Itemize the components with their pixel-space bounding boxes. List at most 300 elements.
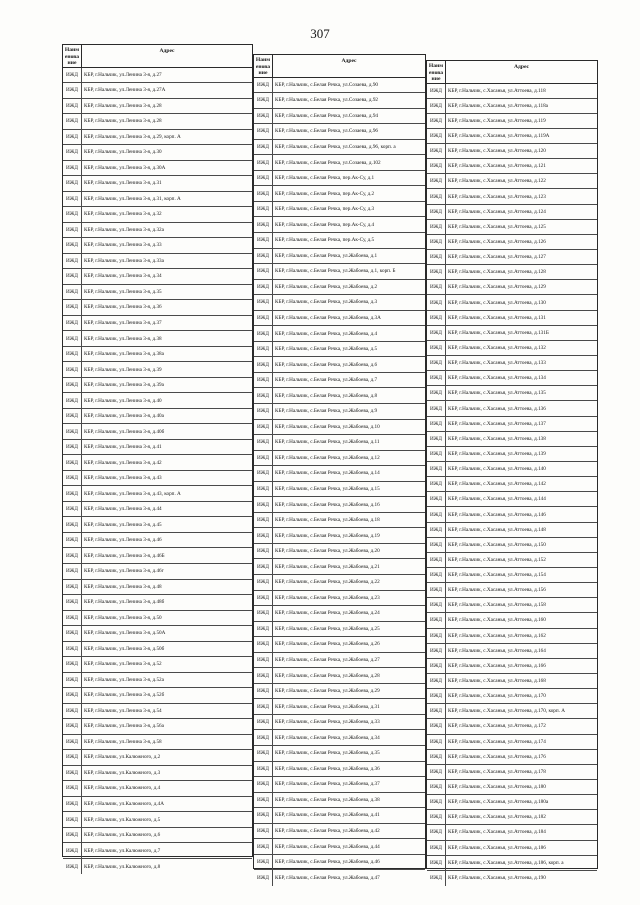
row-address: КБР, г.Нальчик, с.Хасанья, ул.Аттоева, д.160 [448,617,546,624]
table-row [254,839,425,855]
row-address: КБР, г.Нальчик, ул.Ленина 3-я, д.48б [84,599,165,606]
table-row [63,285,252,301]
row-type: ИЖД [427,311,446,325]
table-row [254,466,425,482]
row-type: ИЖД [63,347,82,362]
row-type: ИЖД [254,684,273,699]
row-address: КБР, г.Нальчик, с.Белая Речка, ул.Жабоева, д.18 [275,517,380,524]
table-row [63,331,252,347]
row-address: КБР, г.Нальчик, с.Хасанья, ул.Аттоева, д.172 [448,723,546,730]
row-type: ИЖД [254,435,273,450]
row-type: ИЖД [427,189,446,203]
table-row [254,93,425,109]
table-row [63,642,252,658]
row-address: КБР, г.Нальчик, ул.Ленина 3-я, д.50А [84,630,166,637]
table-row [427,280,597,295]
table-row [427,780,597,795]
row-type: ИЖД [254,653,273,668]
row-address: КБР, г.Нальчик, ул.Ленина 3-я, д.54 [84,707,162,714]
row-type: ИЖД [427,568,446,582]
row-address: КБР, г.Нальчик, с.Хасанья, ул.Аттоева, д.142 [448,481,546,488]
table-row [254,451,425,467]
row-address: КБР, г.Нальчик, с.Белая Речка, ул.Жабоева, д.7 [275,377,378,384]
table-row [254,684,425,700]
table-row [63,859,252,875]
row-address: КБР, г.Нальчик, с.Хасанья, ул.Аттоева, д.126 [448,238,546,245]
table-row [254,280,425,296]
table-row [254,855,425,871]
row-address: КБР, г.Нальчик, ул.Ленина 3-я, д.46Б [84,552,165,559]
table-row [63,719,252,735]
row-type: ИЖД [63,285,82,300]
row-address: КБР, г.Нальчик, с.Хасанья, ул.Аттоева, д.125 [448,223,546,230]
row-address: КБР, г.Нальчик, ул.Ленина 3-я, д.39 [84,366,162,373]
row-type: ИЖД [254,870,273,886]
table-row [427,295,597,310]
row-address: КБР, г.Нальчик, с.Хасанья, ул.Аттоева, д.121 [448,163,546,170]
table-row [427,765,597,780]
table-row [63,378,252,394]
row-type: ИЖД [254,762,273,777]
table-row [254,404,425,420]
row-address: КБР, г.Нальчик, с.Белая Речка, ул.Жабоева, д.46 [275,859,380,866]
row-address: КБР, г.Нальчик, с.Хасанья, ул.Аттоева, д.123 [448,193,546,200]
row-type: ИЖД [254,233,273,248]
table-row [427,417,597,432]
row-address: КБР, г.Нальчик, с.Хасанья, ул.Аттоева, д.158 [448,602,546,609]
row-address: КБР, г.Нальчик, ул.Ленина 3-я, д.33 [84,242,162,249]
table-row [427,129,597,144]
row-address: КБР, г.Нальчик, ул.Ленина 3-я, д.28 [84,118,162,125]
table-row [63,843,252,859]
table-body [427,84,597,886]
row-type: ИЖД [63,316,82,331]
row-type: ИЖД [63,161,82,176]
row-type: ИЖД [254,839,273,854]
table-row [427,84,597,99]
table-row [254,264,425,280]
table-row [427,235,597,250]
row-address: КБР, г.Нальчик, ул.Ленина 3-я, д.35 [84,288,162,295]
row-type: ИЖД [254,466,273,481]
row-type: ИЖД [427,205,446,219]
row-address: КБР, г.Нальчик, с.Белая Речка, ул.Жабоева, д.3 [275,299,378,306]
table-row [427,795,597,810]
row-type: ИЖД [427,825,446,839]
row-type: ИЖД [427,144,446,158]
row-type: ИЖД [427,114,446,128]
row-type: ИЖД [63,254,82,269]
row-address: КБР, г.Нальчик, с.Хасанья, ул.Аттоева, д.180 [448,784,546,791]
table-row [254,124,425,140]
row-type: ИЖД [427,538,446,552]
row-address: КБР, г.Нальчик, с.Хасанья, ул.Аттоева, д.136 [448,405,546,412]
row-type: ИЖД [254,513,273,528]
table-row [427,250,597,265]
row-type: ИЖД [427,629,446,643]
table-row [63,176,252,192]
row-type: ИЖД [254,171,273,186]
row-type: ИЖД [427,280,446,294]
row-address: КБР, г.Нальчик, с.Белая Речка, ул.Жабоева, д.5 [275,346,378,353]
row-address: КБР, г.Нальчик, ул.Ленина 3-я, д.27А [84,87,166,94]
table-row [63,611,252,627]
row-type: ИЖД [63,300,82,315]
row-address: КБР, г.Нальчик, с.Белая Речка, ул.Жабоева, д.19 [275,532,380,539]
row-type: ИЖД [254,326,273,341]
table-row [63,486,252,502]
row-type: ИЖД [63,719,82,734]
table-row [427,159,597,174]
table-row [427,99,597,114]
table-row [427,629,597,644]
row-type: ИЖД [427,295,446,309]
table-row [63,471,252,487]
row-address: КБР, г.Нальчик, ул.Ленина 3-я, д.34 [84,273,162,280]
row-address: КБР, г.Нальчик, с.Белая Речка, ул.Жабоева, д.22 [275,579,380,586]
row-type: ИЖД [427,750,446,764]
row-address: КБР, г.Нальчик, с.Хасанья, ул.Аттоева, д.166 [448,662,546,669]
row-type: ИЖД [427,477,446,491]
row-type: ИЖД [63,471,82,486]
row-type: ИЖД [63,223,82,238]
row-address: КБР, г.Нальчик, с.Белая Речка, ул.Жабоева, д.23 [275,594,380,601]
row-type: ИЖД [427,220,446,234]
table-body [63,68,252,875]
row-address: КБР, г.Нальчик, с.Белая Речка, ул.Жабоева, д.11 [275,439,380,446]
row-type: ИЖД [63,378,82,393]
row-address: КБР, г.Нальчик, ул.Ленина 3-я, д.46 [84,537,162,544]
table-row [427,371,597,386]
row-address: КБР, г.Нальчик, ул.Ленина 3-я, д.43, корп. А [84,490,181,497]
row-address: КБР, г.Нальчик, с.Хасанья, ул.Аттоева, д.134 [448,375,546,382]
row-type: ИЖД [254,311,273,326]
row-type: ИЖД [254,606,273,621]
row-address: КБР, г.Нальчик, ул.Ленина 3-я, д.56а [84,723,164,730]
row-address: КБР, г.Нальчик, с.Белая Речка, ул.Жабоева, д.34 [275,734,380,741]
table-row [254,109,425,125]
row-address: КБР, г.Нальчик, с.Хасанья, ул.Аттоева, д.164 [448,647,546,654]
row-address: КБР, г.Нальчик, с.Белая Речка, пер.Ак-Су, д.3 [275,206,375,213]
row-address: КБР, г.Нальчик, с.Белая Речка, ул.Жабоева, д.33 [275,719,380,726]
row-address: КБР, г.Нальчик, с.Белая Речка, ул.Жабоева, д.37 [275,781,380,788]
row-address: КБР, г.Нальчик, ул.Ленина 3-я, д.37 [84,320,162,326]
table-header [254,55,425,78]
row-address: КБР, г.Нальчик, с.Белая Речка, ул.Жабоева, д.35 [275,750,380,757]
table-row [254,342,425,358]
table-row [427,689,597,704]
row-address: КБР, г.Нальчик, с.Белая Речка, ул.Жабоева, д.24 [275,610,380,617]
table-row [254,668,425,684]
table-row [254,637,425,653]
row-address: КБР, г.Нальчик, ул.Ленина 3-я, д.43 [84,475,162,482]
table-row [254,528,425,544]
row-type: ИЖД [254,855,273,870]
table-row [254,544,425,560]
row-type: ИЖД [254,249,273,264]
table-row [254,357,425,373]
row-address: КБР, г.Нальчик, с.Хасанья, ул.Аттоева, д.152 [448,556,546,563]
table-row [254,513,425,529]
table-row [254,435,425,451]
row-address: КБР, г.Нальчик, с.Хасанья, ул.Аттоева, д.139 [448,450,546,457]
row-address: КБР, г.Нальчик, с.Белая Речка, ул.Жабоева, д.27 [275,657,380,663]
table-row [254,249,425,265]
row-type: ИЖД [63,564,82,579]
row-address: КБР, г.Нальчик, ул.Ленина 3-я, д.44 [84,506,162,513]
table-row [427,856,597,871]
row-address: КБР, г.Нальчик, с.Белая Речка, ул.Жабоева, д.44 [275,843,380,850]
row-type: ИЖД [254,404,273,419]
table-row [254,420,425,436]
table-row [254,373,425,389]
table-row [254,388,425,404]
table-row [427,401,597,416]
row-address: КБР, г.Нальчик, ул.Калюжного, д.7 [84,847,161,854]
row-address: КБР, г.Нальчик, с.Хасанья, ул.Аттоева, д.186 [448,844,546,851]
table-row [63,223,252,239]
row-address: КБР, г.Нальчик, с.Хасанья, ул.Аттоева, д.130 [448,299,546,306]
row-type: ИЖД [254,777,273,792]
table-row [427,492,597,507]
row-type: ИЖД [63,611,82,626]
row-type: ИЖД [63,595,82,610]
row-type: ИЖД [427,129,446,143]
row-address: КБР, г.Нальчик, ул.Ленина 3-я, д.30А [84,164,166,171]
row-address: КБР, г.Нальчик, с.Хасанья, ул.Аттоева, д.129 [448,284,546,291]
row-address: КБР, г.Нальчик, с.Белая Речка, ул.Жабоева, д.38 [275,796,380,803]
row-type: ИЖД [427,795,446,809]
row-type: ИЖД [427,159,446,173]
table-row [63,502,252,518]
table-row [63,735,252,751]
row-address: КБР, г.Нальчик, с.Белая Речка, ул.Жабоева, д.42 [275,828,380,835]
row-address: КБР, г.Нальчик, с.Белая Речка, ул.Жабоева, д.47 [275,875,380,882]
table-row [427,507,597,522]
row-type: ИЖД [254,699,273,714]
row-address: КБР, г.Нальчик, ул.Ленина 3-я, д.52а [84,676,164,683]
table-row [427,735,597,750]
row-type: ИЖД [427,598,446,612]
row-type: ИЖД [427,174,446,188]
row-type: ИЖД [254,544,273,559]
table-row [254,482,425,498]
header-address: Адрес [341,58,357,64]
table-row [427,144,597,159]
table-row [427,447,597,462]
row-type: ИЖД [427,356,446,370]
row-address: КБР, г.Нальчик, с.Хасанья, ул.Аттоева, д.118 [448,87,546,94]
table-row [427,825,597,840]
row-address: КБР, г.Нальчик, с.Хасанья, ул.Аттоева, д.133 [448,360,546,367]
row-type: ИЖД [427,386,446,400]
table-row [254,311,425,327]
row-type: ИЖД [63,114,82,129]
table-row [427,568,597,583]
table-header [427,61,597,84]
row-address: КБР, г.Нальчик, с.Белая Речка, ул.Жабоева, д.26 [275,641,380,648]
row-type: ИЖД [63,828,82,843]
row-type: ИЖД [254,591,273,606]
table-row [427,189,597,204]
table-row [254,202,425,218]
row-type: ИЖД [63,781,82,796]
header-address: Адрес [513,64,529,70]
row-address: КБР, г.Нальчик, с.Хасанья, ул.Аттоева, д.119 [448,117,546,124]
row-address: КБР, г.Нальчик, с.Белая Речка, ул.Жабоева, д.10 [275,423,380,430]
row-address: КБР, г.Нальчик, ул.Ленина 3-я, д.40б [84,428,165,435]
row-address: КБР, г.Нальчик, с.Белая Речка, ул.Жабоева, д.31 [275,703,380,710]
table-row [63,564,252,580]
row-type: ИЖД [254,109,273,124]
address-table-column-2 [253,54,426,882]
row-address: КБР, г.Нальчик, ул.Ленина 3-я, д.39а [84,382,164,389]
table-row [63,750,252,766]
table-row [427,553,597,568]
table-row [254,606,425,622]
row-address: КБР, г.Нальчик, с.Хасанья, ул.Аттоева, д.170, корп. А [448,708,566,715]
row-address: КБР, г.Нальчик, с.Хасанья, ул.Аттоева, д.186, корп. а [448,859,564,866]
table-row [63,269,252,285]
row-type: ИЖД [63,843,82,858]
table-row [427,810,597,825]
table-row [427,871,597,886]
table-row [254,140,425,156]
row-type: ИЖД [427,417,446,431]
row-type: ИЖД [254,357,273,372]
row-address: КБР, г.Нальчик, с.Хасанья, ул.Аттоева, д.180а [448,799,549,806]
row-address: КБР, г.Нальчик, с.Хасанья, ул.Аттоева, д.146 [448,511,546,518]
table-row [254,591,425,607]
row-type: ИЖД [427,659,446,673]
row-type: ИЖД [427,689,446,703]
row-type: ИЖД [63,750,82,765]
row-address: КБР, г.Нальчик, с.Белая Речка, пер.Ак-Су, д.5 [275,237,375,244]
row-type: ИЖД [427,447,446,461]
row-address: КБР, г.Нальчик, ул.Калюжного, д.3 [84,769,161,776]
table-row [427,644,597,659]
row-address: КБР, г.Нальчик, с.Белая Речка, ул.Жабоева, д.8 [275,392,378,399]
row-type: ИЖД [63,238,82,253]
row-type: ИЖД [63,859,82,875]
row-address: КБР, г.Нальчик, ул.Ленина 3-я, д.36 [84,304,162,311]
row-address: КБР, г.Нальчик, с.Белая Речка, ул.Жабоева, д.36 [275,765,380,772]
row-address: КБР, г.Нальчик, ул.Ленина 3-я, д.42 [84,459,162,466]
row-address: КБР, г.Нальчик, с.Хасанья, ул.Аттоева, д.124 [448,208,546,215]
table-row [63,781,252,797]
table-row [63,68,252,84]
table-row [254,777,425,793]
table-row [63,548,252,564]
table-row [254,171,425,187]
row-type: ИЖД [254,482,273,497]
table-row [427,174,597,189]
table-row [254,497,425,513]
row-address: КБР, г.Нальчик, с.Белая Речка, ул.Жабоева, д.21 [275,563,380,570]
table-row [63,362,252,378]
row-type: ИЖД [63,517,82,532]
table-row [427,477,597,492]
row-type: ИЖД [254,746,273,761]
row-type: ИЖД [63,362,82,377]
header-type: Наим енова ние [427,61,446,83]
row-type: ИЖД [254,668,273,683]
row-address: КБР, г.Нальчик, с.Хасанья, ул.Аттоева, д.150 [448,541,546,548]
row-address: КБР, г.Нальчик, с.Белая Речка, ул.Созаева, д.96 [275,128,379,135]
row-type: ИЖД [254,264,273,279]
row-address: КБР, г.Нальчик, ул.Ленина 3-я, д.29, корп. А [84,133,181,140]
table-row [63,161,252,177]
row-type: ИЖД [254,420,273,435]
row-address: КБР, г.Нальчик, ул.Ленина 3-я, д.40а [84,413,164,420]
row-address: КБР, г.Нальчик, ул.Ленина 3-я, д.48 [84,583,162,590]
row-type: ИЖД [254,559,273,574]
header-type: Наим енова ние [254,55,273,77]
table-row [254,575,425,591]
row-address: КБР, г.Нальчик, ул.Ленина 3-я, д.52 [84,661,162,668]
row-address: КБР, г.Нальчик, с.Белая Речка, ул.Жабоева, д.9 [275,408,378,415]
row-type: ИЖД [63,440,82,455]
table-row [63,130,252,146]
table-row [427,356,597,371]
table-row [63,704,252,720]
row-type: ИЖД [254,373,273,388]
table-row [63,347,252,363]
table-row [63,99,252,115]
table-row [254,730,425,746]
table-row [63,626,252,642]
address-table-column-1 [62,44,253,870]
row-address: КБР, г.Нальчик, ул.Ленина 3-я, д.32 [84,211,162,218]
row-type: ИЖД [63,486,82,501]
row-type: ИЖД [254,824,273,839]
row-address: КБР, г.Нальчик, с.Хасанья, ул.Аттоева, д.122 [448,178,546,185]
row-address: КБР, г.Нальчик, ул.Ленина 3-я, д.50б [84,645,165,652]
table-row [427,583,597,598]
row-type: ИЖД [427,674,446,688]
row-address: КБР, г.Нальчик, с.Белая Речка, ул.Жабоева, д.41 [275,812,380,819]
row-address: КБР, г.Нальчик, ул.Ленина 3-я, д.27 [84,71,162,78]
row-address: КБР, г.Нальчик, ул.Калюжного, д.4А [84,800,164,807]
row-type: ИЖД [254,622,273,637]
row-address: КБР, г.Нальчик, с.Белая Речка, пер.Ак-Су, д.4 [275,221,375,228]
row-address: КБР, г.Нальчик, с.Белая Речка, пер.Ак-Су, д.1 [275,175,375,182]
row-type: ИЖД [427,613,446,627]
row-type: ИЖД [427,432,446,446]
row-type: ИЖД [254,637,273,652]
row-type: ИЖД [254,528,273,543]
row-address: КБР, г.Нальчик, с.Белая Речка, ул.Жабоева, д.29 [275,688,380,695]
row-type: ИЖД [254,280,273,295]
row-address: КБР, г.Нальчик, с.Белая Речка, ул.Жабоева, д.15 [275,485,380,492]
row-address: КБР, г.Нальчик, ул.Калюжного, д.2 [84,754,161,761]
row-address: КБР, г.Нальчик, с.Белая Речка, ул.Жабоева, д.20 [275,548,380,555]
table-row [63,828,252,844]
row-type: ИЖД [63,657,82,672]
row-address: КБР, г.Нальчик, ул.Калюжного, д.6 [84,832,161,839]
row-address: КБР, г.Нальчик, с.Белая Речка, ул.Созаева, д.90 [275,81,379,88]
table-row [63,517,252,533]
row-address: КБР, г.Нальчик, ул.Ленина 3-я, д.33а [84,257,164,264]
table-row [427,432,597,447]
table-row [254,78,425,94]
row-type: ИЖД [63,192,82,207]
row-address: КБР, г.Нальчик, с.Белая Речка, ул.Жабоева, д.1 [275,252,378,259]
row-address: КБР, г.Нальчик, с.Хасанья, ул.Аттоева, д.174 [448,738,546,745]
table-row [63,812,252,828]
row-type: ИЖД [63,766,82,781]
row-type: ИЖД [254,730,273,745]
